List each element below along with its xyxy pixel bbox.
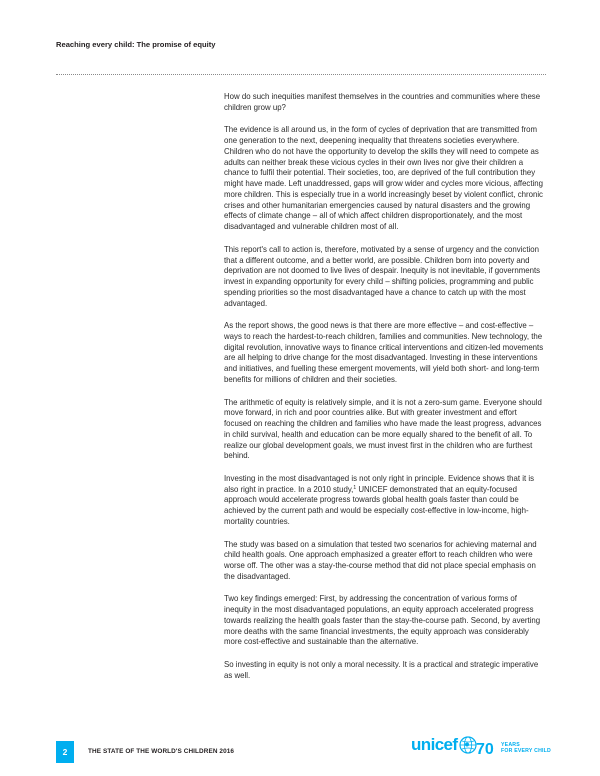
paragraph-call-to-action: This report's call to action is, therefore, motivated by a sense of urgency and the conviction that a different outcome, and a better world, are possible. Children born into poverty and deprivation are not doomed to live lives of despair. Inequity is not inevitable, if governments invest in expanding opportunity for every child – shifting policies, programming and public spending priorities so the most disadvantaged have a chance to catch up with the most advantaged. <box>224 244 541 308</box>
footnote-marker: 1 <box>353 484 357 491</box>
header-divider <box>56 74 546 75</box>
unicef-emblem-icon <box>459 736 477 754</box>
paragraph-good-news: As the report shows, the good news is that there are more effective – and cost-effective – ways to reach the hardest-to-reach children, families and communities. New technology, the digital revolution, innovative ways to finance critical interventions and citizen-led movements are all helping to drive change for the most disadvantaged. Investing in these interventions and initiatives, and fuelling these emergent movements, will yield both short- and long-term benefits for millions of children and their societies. <box>224 321 544 384</box>
paragraph-conclusion: So investing in equity is not only a moral necessity. It is a practical and strategic imperative as well. <box>224 660 539 680</box>
anniversary-70-icon <box>476 738 498 758</box>
paragraph-question: How do such inequities manifest themselves in the countries and communities where these children grow up? <box>224 92 541 112</box>
unicef-logo <box>411 735 477 755</box>
publication-title: THE STATE OF THE WORLD'S CHILDREN 2016 <box>88 748 235 755</box>
paragraph-findings: Two key findings emerged: First, by addressing the concentration of various forms of inequity in the most disadvantaged populations, an equity approach accelerated progress towards realizing the health goals faster than the stay-the-course path. Second, by averting more deaths with the same financial investments, the equity approach was considerably more cost-effective and sustainable than the alternative. <box>224 594 541 647</box>
page-number: 2 <box>62 747 68 757</box>
paragraph-study: The study was based on a simulation that tested two scenarios for achieving maternal and child health goals. One approach emphasized a greater effort to reach children who were worse off. The other was a stay-the-course method that did not place special emphasis on the disadvantaged. <box>224 539 537 581</box>
anniversary-logo <box>476 738 551 758</box>
body-text-column <box>224 92 544 694</box>
paragraph-investing-end: UNICEF demonstrated that an equity-focused approach would accelerate progress towards global health goals faster than could be achieved by the current path and would be especially cost-effective in low-income, high-mortality countries. <box>224 484 529 526</box>
anniversary-years: YEARS <box>501 741 520 748</box>
paragraph-evidence: The evidence is all around us, in the form of cycles of deprivation that are transmitted from one generation to the next, deepening inequality that threatens societies everywhere. Children who do not have the opportunity to develop the skills they will need to compete as adults can neither break these vicious cycles in their own lives nor give their children a chance to fulfil their potential. Their societies, too, are deprived of the full contribution they might have made. Left unaddressed, gaps will grow wider and cycles more vicious, affecting more children. This is especially true in a world increasingly beset by violent conflict, chronic crises and other humanitarian emergencies caused by natural disasters and the growing effects of climate change – all of which affect children disproportionately, and the most disadvantaged and vulnerable children most of all. <box>224 125 543 232</box>
anniversary-number: 70 <box>476 741 494 758</box>
anniversary-for-every-child: FOR EVERY CHILD <box>501 748 551 754</box>
running-header: Reaching every child: The promise of equity <box>56 40 216 49</box>
anniversary-tagline <box>501 742 551 755</box>
paragraph-investing-start: Investing in the most disadvantaged is not only right in principle. Evidence shows that it is also right in practice. In a 2010 study, <box>224 473 534 494</box>
page-number-box <box>56 741 74 763</box>
unicef-wordmark: unicef <box>411 735 458 754</box>
paragraph-investing <box>224 474 544 528</box>
paragraph-arithmetic: The arithmetic of equity is relatively simple, and it is not a zero-sum game. Everyone should move forward, in rich and poor countries alike. But with greater investment and effort focused on reaching the children and families who have made the least progress, advances in child survival, health and education can be more equally shared to the benefit of all. To realize our global development goals, we must invest first in the children who are furthest behind. <box>224 397 542 461</box>
